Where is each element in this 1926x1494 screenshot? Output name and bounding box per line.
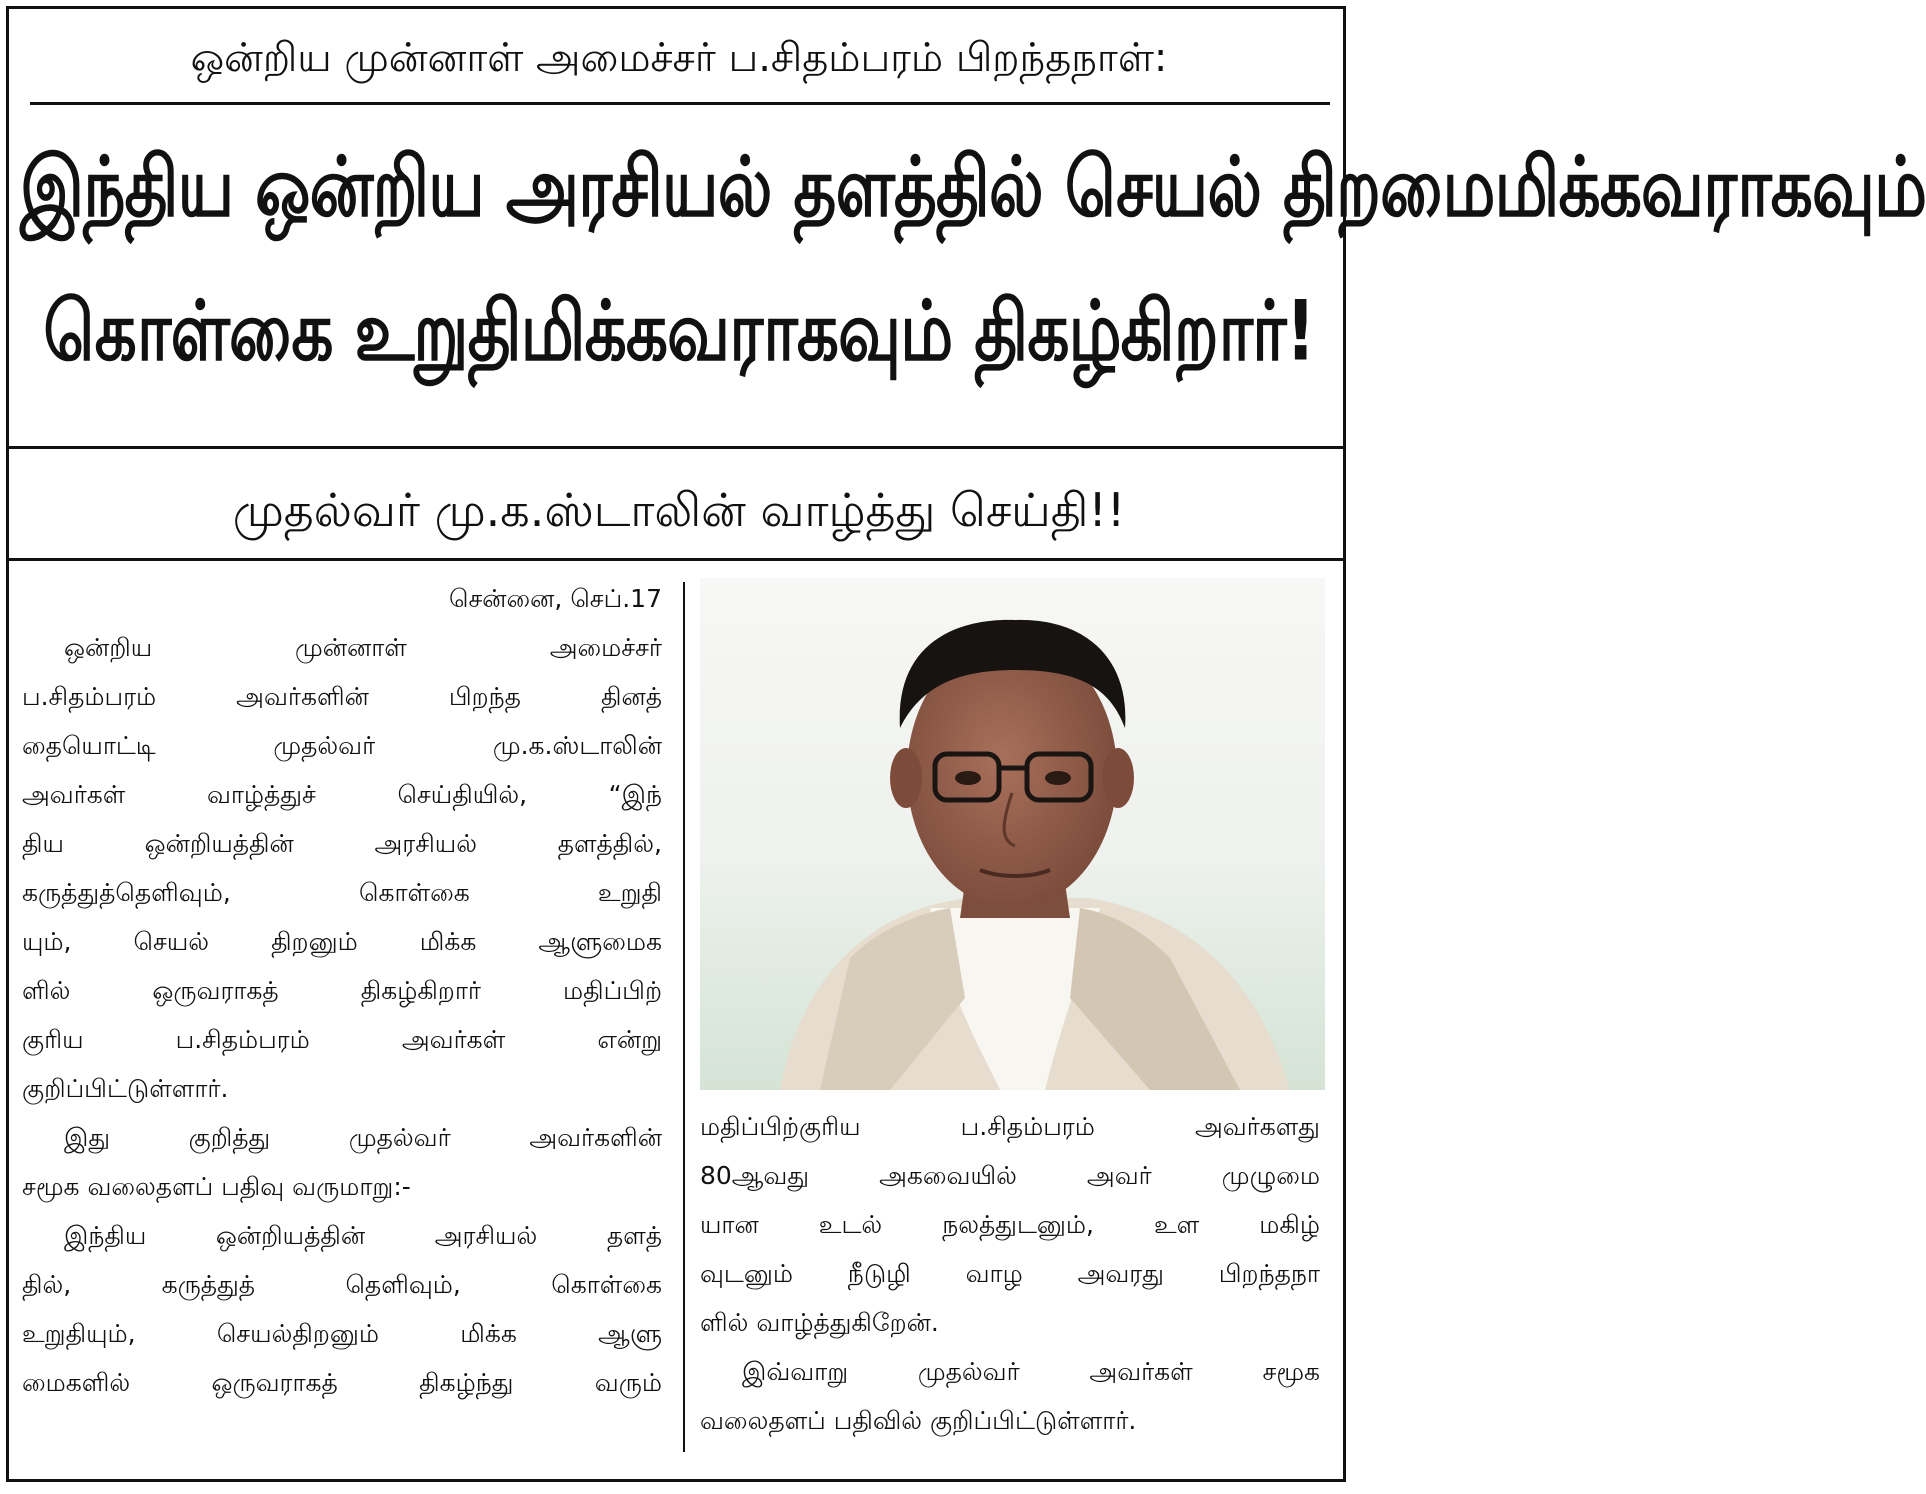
body-line: குரிய ப.சிதம்பரம் அவர்கள் என்று bbox=[22, 1025, 662, 1054]
subheadline: முதல்வர் மு.க.ஸ்டாலின் வாழ்த்து செய்தி!! bbox=[232, 483, 1126, 537]
body-line: இந்திய ஒன்றியத்தின் அரசியல் தளத் bbox=[64, 1221, 662, 1250]
headline-line-2: கொள்கை உறுதிமிக்கவராகவும் திகழ்கிறார்! bbox=[43, 283, 1315, 380]
body-line: ப.சிதம்பரம் அவர்களின் பிறந்த தினத் bbox=[22, 682, 662, 711]
body-line: ளில் வாழ்த்துகிறேன். bbox=[700, 1308, 939, 1337]
body-line: சமூக வலைதளப் பதிவு வருமாறு:- bbox=[22, 1172, 411, 1201]
body-line: மதிப்பிற்குரிய ப.சிதம்பரம் அவர்களது bbox=[700, 1112, 1320, 1141]
subheadline-divider bbox=[6, 558, 1346, 561]
body-line: கருத்துத்தெளிவும், கொள்கை உறுதி bbox=[22, 878, 662, 907]
dateline: சென்னை, செப்.17 bbox=[448, 584, 662, 613]
kicker: ஒன்றிய முன்னாள் அமைச்சர் ப.சிதம்பரம் பிறந்தநாள்: bbox=[190, 35, 1168, 81]
body-line: திய ஒன்றியத்தின் அரசியல் தளத்தில், bbox=[22, 829, 662, 858]
body-line: இது குறித்து முதல்வர் அவர்களின் bbox=[64, 1123, 662, 1152]
portrait-photo bbox=[700, 578, 1325, 1090]
body-line: குறிப்பிட்டுள்ளார். bbox=[22, 1074, 229, 1103]
headline-divider bbox=[6, 446, 1346, 449]
body-line: தில், கருத்துத் தெளிவும், கொள்கை bbox=[22, 1270, 662, 1299]
body-line: மைகளில் ஒருவராகத் திகழ்ந்து வரும் bbox=[22, 1368, 662, 1397]
body-line: உறுதியும், செயல்திறனும் மிக்க ஆளு bbox=[22, 1319, 662, 1348]
article-body-left bbox=[22, 574, 662, 1407]
body-line: வுடனும் நீடுழி வாழ அவரது பிறந்தநா bbox=[700, 1259, 1320, 1288]
headline-line-1: இந்திய ஒன்றிய அரசியல் தளத்தில் செயல் திறமைமிக்கவராகவும் bbox=[20, 139, 1926, 236]
kicker-underline bbox=[30, 102, 1330, 105]
column-divider bbox=[683, 582, 685, 1452]
body-line: யான உடல் நலத்துடனும், உள மகிழ் bbox=[700, 1210, 1320, 1239]
body-line: தையொட்டி முதல்வர் மு.க.ஸ்டாலின் bbox=[22, 731, 662, 760]
portrait-illustration bbox=[700, 578, 1325, 1090]
body-line: வலைதளப் பதிவில் குறிப்பிட்டுள்ளார். bbox=[700, 1406, 1137, 1435]
body-line: ளில் ஒருவராகத் திகழ்கிறார் மதிப்பிற் bbox=[22, 976, 662, 1005]
article-body-right bbox=[700, 1102, 1320, 1445]
body-line: இவ்வாறு முதல்வர் அவர்கள் சமூக bbox=[742, 1357, 1320, 1386]
body-line: 80ஆவது அகவையில் அவர் முழுமை bbox=[700, 1161, 1320, 1190]
body-line: யும், செயல் திறனும் மிக்க ஆளுமைக bbox=[22, 927, 662, 956]
body-line: அவர்கள் வாழ்த்துச் செய்தியில், “இந் bbox=[22, 780, 662, 809]
body-line: ஒன்றிய முன்னாள் அமைச்சர் bbox=[64, 633, 662, 662]
